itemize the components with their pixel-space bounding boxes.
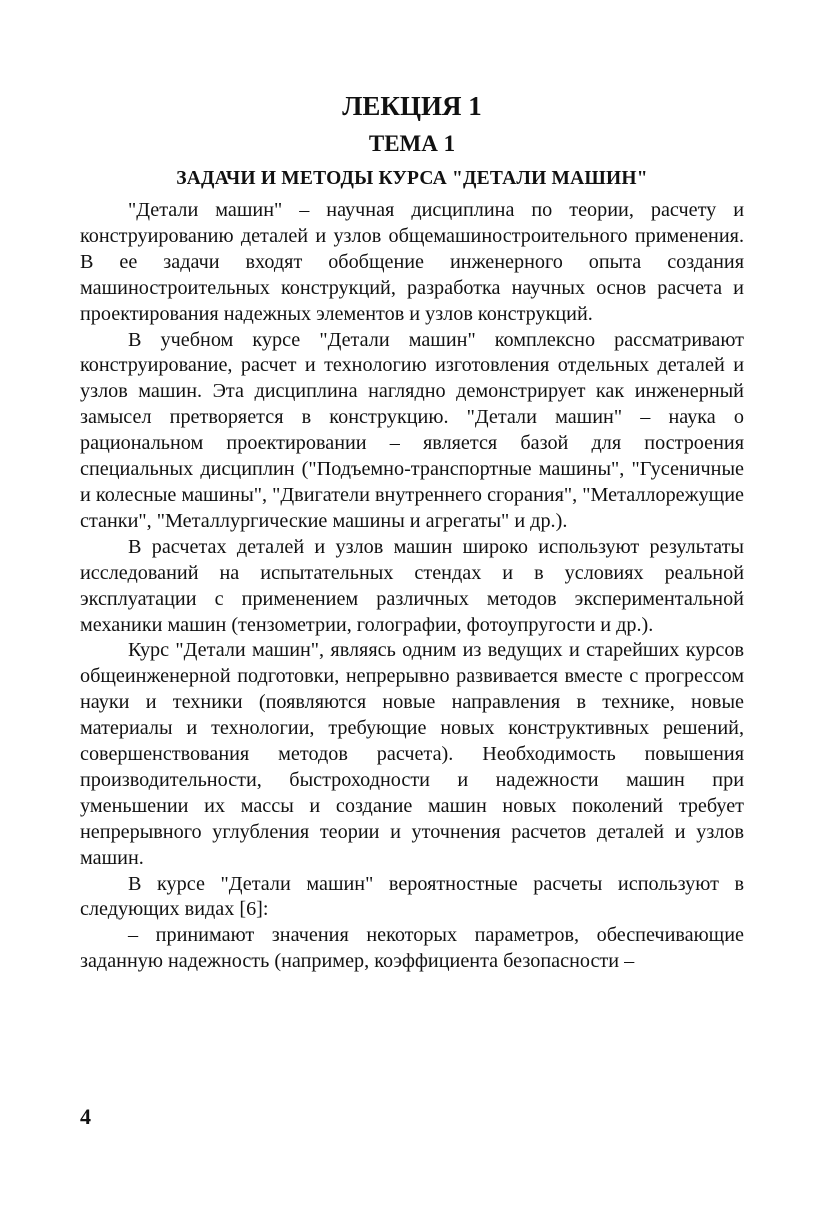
paragraph: В учебном курсе "Детали машин" комплексно рассматривают конструирование, расчет и технологию изготовления отдельных деталей и узлов машин. Эта дисциплина наглядно демонстрирует как инженерный замысел претворяется в конструкцию. "Детали машин" – наука о рациональном проектировании – является базой для построения специальных дисциплин ("Подъемно-транспортные машины", "Гусеничные и колесные машины", "Двигатели внутреннего сгорания", "Металлорежущие станки", "Металлургические машины и агрегаты" и др.). <box>80 328 744 532</box>
section-title: ЗАДАЧИ И МЕТОДЫ КУРСА "ДЕТАЛИ МАШИН" <box>176 168 648 189</box>
paragraph: Курс "Детали машин", являясь одним из ведущих и старейших курсов общеинженерной подготовки, непрерывно развивается вместе с прогрессом науки и техники (появляются новые направления в технике, новые материалы и технологии, требующие новых конструктивных решений, совершенствования методов расчета). Необходимость повышения производительности, быстроходности и надежности машин при уменьшении их массы и создание машин новых поколений требует непрерывного углубления теории и уточнения расчетов деталей и узлов машин. <box>80 639 744 869</box>
paragraph: "Детали машин" – научная дисциплина по теории, расчету и конструированию деталей и узлов общемашиностроительного применения. В ее задачи входят обобщение инженерного опыта создания машиностроительных конструкций, разработка научных основ расчета и проектирования надежных элементов и узлов конструкций. <box>80 199 744 325</box>
page-number: 4 <box>80 1104 91 1129</box>
paragraph: В расчетах деталей и узлов машин широко используют результаты исследований на испытательных стендах и в условиях реальной эксплуатации с применением различных методов экспериментальной механики машин (тензометрии, голографии, фотоупругости и др.). <box>80 535 744 636</box>
topic-heading: ТЕМА 1 <box>368 131 456 156</box>
paragraph: – принимают значения некоторых параметров, обеспечивающие заданную надежность (например, коэффициента безопасности – <box>80 924 744 973</box>
page-content <box>80 86 744 975</box>
body-text <box>80 198 744 975</box>
lecture-heading: ЛЕКЦИЯ 1 <box>342 91 482 121</box>
paragraph: В курсе "Детали машин" вероятностные расчеты используют в следующих видах [6]: <box>80 872 744 921</box>
